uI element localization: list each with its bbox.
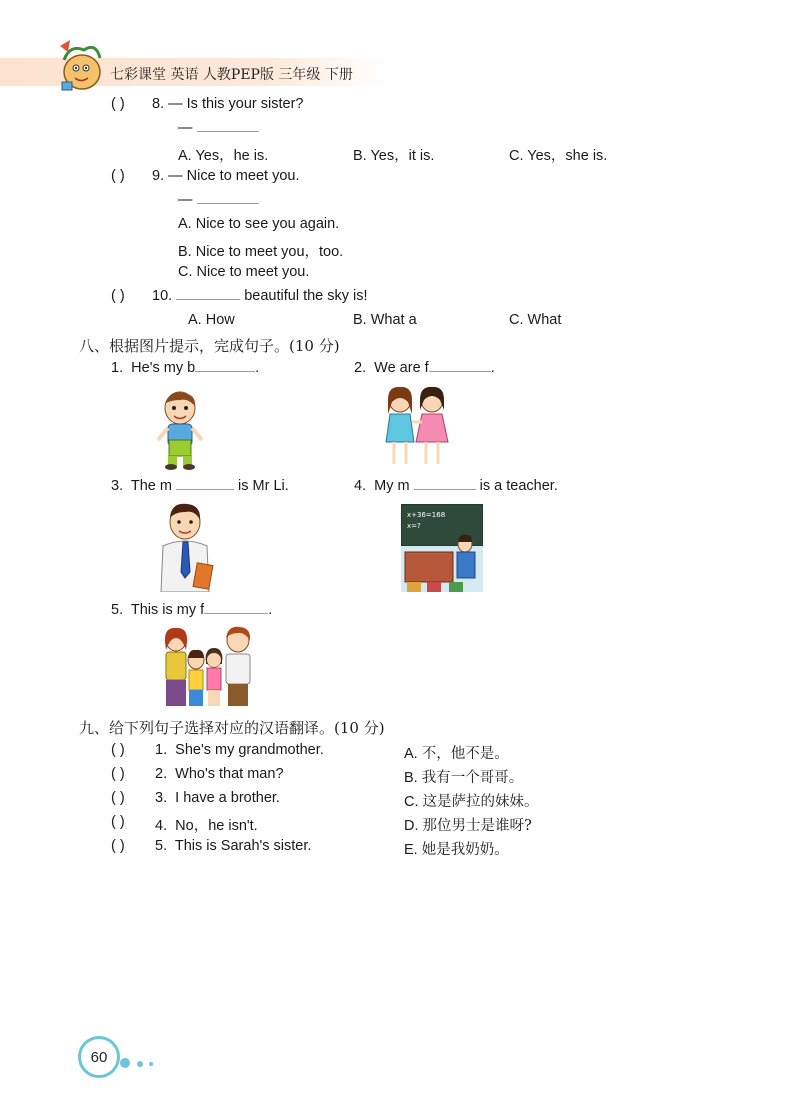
s8-blank-5[interactable] xyxy=(204,613,268,614)
option-q8-b: B. Yes，it is. xyxy=(353,148,435,164)
question-9-stem: 9. — Nice to meet you. xyxy=(152,168,300,184)
board-equation: x+36=168 xyxy=(407,511,446,519)
decor-dot-icon xyxy=(149,1062,153,1066)
page-number: 60 xyxy=(78,1036,120,1078)
s8-item-2: 2. We are f . xyxy=(354,360,495,376)
option-q10-b: B. What a xyxy=(353,312,417,328)
option-q9-b: B. Nice to meet you，too. xyxy=(178,244,344,260)
s9-en-3: 3. I have a brother. xyxy=(155,790,280,806)
answer-blank-q9[interactable] xyxy=(197,203,259,204)
answer-paren-q9[interactable]: ( ) xyxy=(111,168,125,184)
s8-item-5: 5. This is my f . xyxy=(111,602,273,618)
s8-blank-4[interactable] xyxy=(414,489,476,490)
two-girls-illustration xyxy=(382,384,452,470)
man-illustration xyxy=(155,500,219,592)
mascot-logo-icon xyxy=(50,38,110,94)
section-9-title: 九、给下列句子选择对应的汉语翻译。(10 分) xyxy=(79,719,385,737)
answer-paren-q8[interactable]: ( ) xyxy=(111,96,125,112)
classroom-teacher-illustration xyxy=(401,504,483,592)
question-10-stem: 10. beautiful the sky is! xyxy=(152,288,368,304)
answer-dash-q9: — xyxy=(178,192,259,208)
s9-zh-c: C. 这是萨拉的妹妹。 xyxy=(404,794,539,810)
s9-zh-d: D. 那位男士是谁呀? xyxy=(404,818,532,834)
answer-dash-q8: — xyxy=(178,120,259,136)
decor-dot-icon xyxy=(120,1058,130,1068)
s9-paren-4[interactable]: ( ) xyxy=(111,814,125,830)
s8-blank-2[interactable] xyxy=(429,371,491,372)
s9-zh-e: E. 她是我奶奶。 xyxy=(404,842,509,858)
s9-en-1: 1. She's my grandmother. xyxy=(155,742,324,758)
s9-en-5: 5. This is Sarah's sister. xyxy=(155,838,312,854)
s9-paren-1[interactable]: ( ) xyxy=(111,742,125,758)
s9-paren-2[interactable]: ( ) xyxy=(111,766,125,782)
decor-dot-icon xyxy=(137,1061,143,1067)
s8-item-1: 1. He's my b . xyxy=(111,360,260,376)
boy-illustration xyxy=(152,390,208,470)
s9-paren-5[interactable]: ( ) xyxy=(111,838,125,854)
option-q8-a: A. Yes，he is. xyxy=(178,148,269,164)
s9-en-4: 4. No，he isn't. xyxy=(155,818,258,834)
s9-en-2: 2. Who's that man? xyxy=(155,766,284,782)
s8-blank-1[interactable] xyxy=(195,371,255,372)
s8-blank-3[interactable] xyxy=(176,489,234,490)
family-illustration xyxy=(158,624,258,710)
answer-paren-q10[interactable]: ( ) xyxy=(111,288,125,304)
section-8-title: 八、根据图片提示，完成句子。(10 分) xyxy=(79,337,340,355)
option-q8-c: C. Yes，she is. xyxy=(509,148,608,164)
answer-blank-q8[interactable] xyxy=(197,131,259,132)
answer-blank-q10[interactable] xyxy=(176,299,240,300)
s8-item-4: 4. My m is a teacher. xyxy=(354,478,558,494)
question-8-stem: 8. — Is this your sister? xyxy=(152,96,304,112)
s9-zh-b: B. 我有一个哥哥。 xyxy=(404,770,524,786)
option-q9-a: A. Nice to see you again. xyxy=(178,216,340,232)
option-q9-c: C. Nice to meet you. xyxy=(178,264,310,280)
s8-item-3: 3. The m is Mr Li. xyxy=(111,478,289,494)
s9-zh-a: A. 不，他不是。 xyxy=(404,746,509,762)
option-q10-c: C. What xyxy=(509,312,562,328)
board-question: x=? xyxy=(407,522,421,530)
header-title: 七彩课堂 英语 人教PEP版 三年级 下册 xyxy=(110,67,353,83)
option-q10-a: A. How xyxy=(188,312,235,328)
s9-paren-3[interactable]: ( ) xyxy=(111,790,125,806)
